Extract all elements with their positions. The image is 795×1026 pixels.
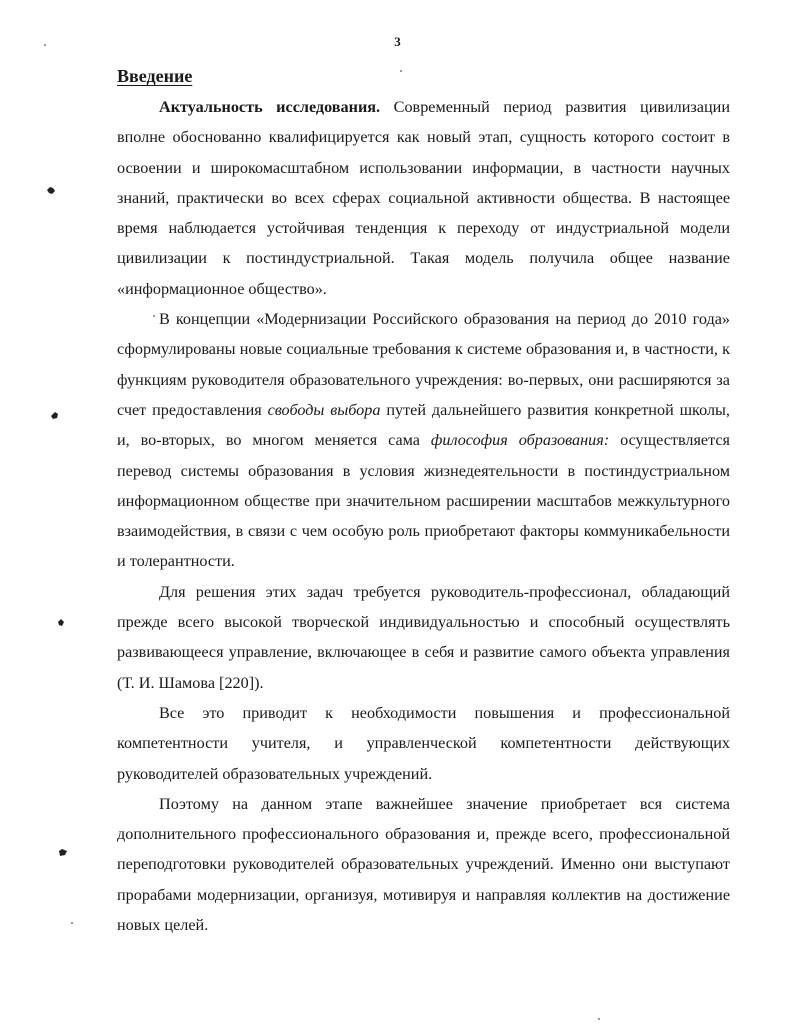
paragraph-text: Современный период развития цивилизации вполне обоснованно квалифицируется как новый этап, сущность которого состоит в освоении и широкомасштабном использовании информации, в частности научных знаний, практически во всех сферах социальной активности общества. В настоящее время наблюдается устойчивая тенденция к переходу от индустриальной модели цивилизации к постиндустриальной. Такая модель получила общее название «информационное общество». [117,98,730,298]
scan-speck [153,315,155,317]
paragraph-leader: Для решения этих задач требуется руководитель-профессионал, обладающий прежде всего высокой творческой индивидуальностью и способный осуществлять развивающееся управление, включающее в себя и развитие самого объекта управления (Т. И. Шамова [220]). [117,582,730,692]
paragraph-lead: Актуальность исследования. [159,98,381,116]
paragraph-text: В концепции «Модернизации Российского образования на период до 2010 года» сформулированы новые социальные требования к системе образования и, в частности, к функциям руководителя образовательного учреждения: во-первых, они расширяются за счет предоставления [117,310,730,419]
scan-speck [598,1018,600,1020]
paragraph-concept [117,304,730,577]
scan-speck [44,44,46,46]
page-number: 3 [394,34,401,49]
paragraph-text: путей дальнейшего развития конкретной школы, и, во-вторых, во многом меняется сама [117,400,730,450]
scan-speck [400,70,402,72]
italic-term-philosophy: философия образования: [430,431,610,450]
section-heading: Введение [117,66,193,86]
paragraph-training: Поэтому на данном этапе важнейшее значение приобретает вся система дополнительного профессионального образования и, прежде всего, профессиональной переподготовки руководителей образовательных учреждений. Именно они выступают прорабами модернизации, организуя, мотивируя и направляя коллектив на достижение новых целей. [117,794,730,935]
punch-mark-icon [50,411,60,420]
paragraph-text: осуществляется перевод системы образования в условия жизнедеятельности в постиндустриальном информационном обществе при значительном расширении масштабов межкультурного взаимодействия, в связи с чем особую роль приобретают факторы коммуникабельности и толерантности. [117,431,730,571]
punch-mark-icon [46,186,56,195]
paragraph-competence: Все это приводит к необходимости повышения и профессиональной компетентности учителя, и управленческой компетентности действующих руководителей образовательных учреждений. [117,703,730,783]
punch-mark-icon [58,848,68,857]
scan-speck [71,922,73,924]
document-body [117,92,730,940]
punch-mark-icon [56,618,66,627]
italic-term-freedom: свободы выбора [267,400,381,419]
paragraph-relevance [117,92,730,304]
